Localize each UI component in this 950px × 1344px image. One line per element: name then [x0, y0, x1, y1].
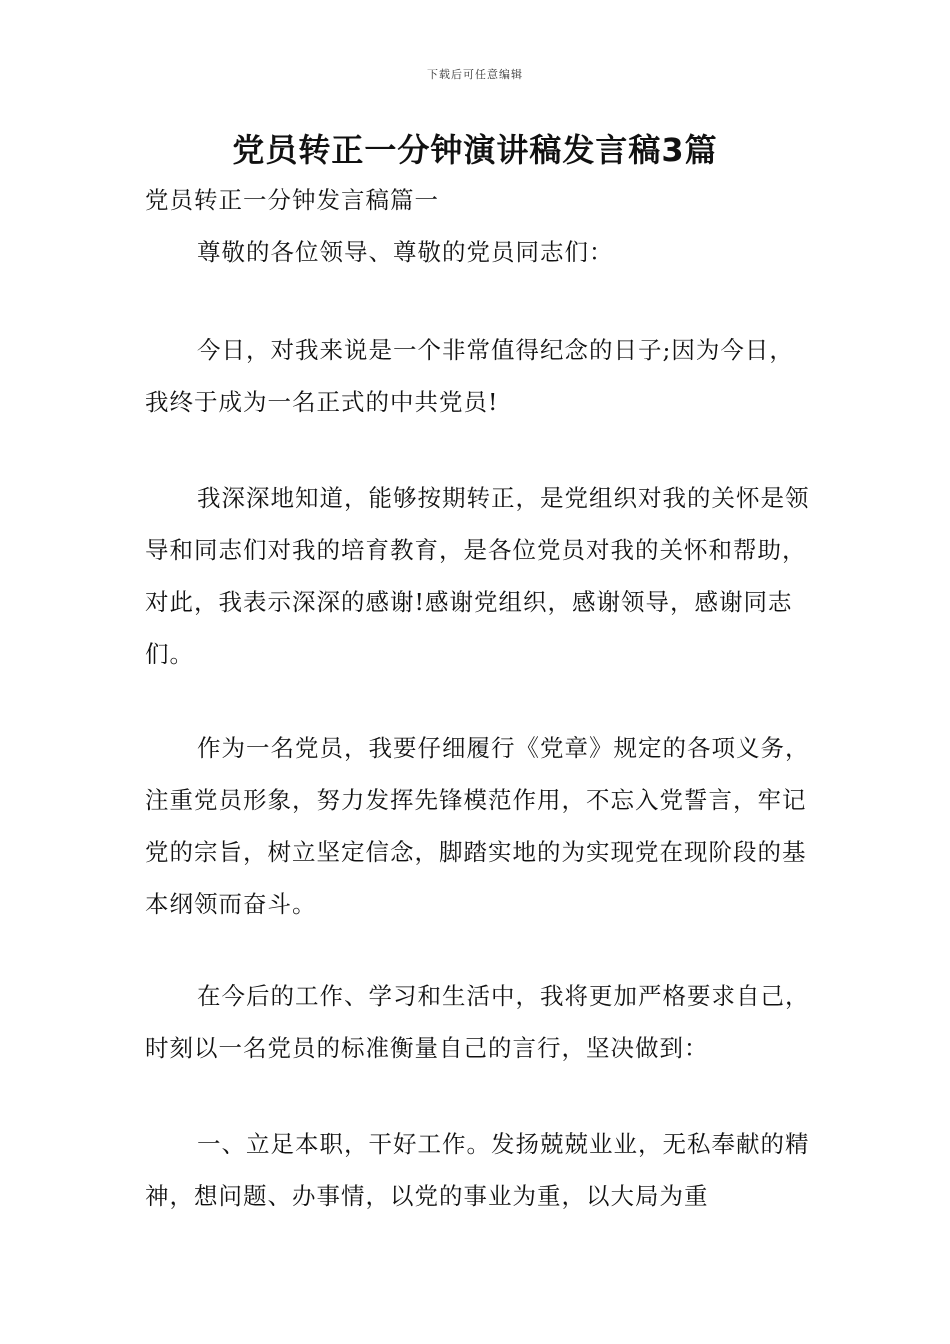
paragraph-3: 作为一名党员，我要仔细履行《党章》规定的各项义务，注重党员形象，努力发挥先锋模范作用，不忘入党誓言，牢记党的宗旨，树立坚定信念，脚踏实地的为实现党在现阶段的基本纲领而奋斗。: [145, 734, 810, 918]
header-note: 下载后可任意编辑: [427, 68, 523, 81]
paragraph-5: 一、立足本职，干好工作。发扬兢兢业业，无私奉献的精神，想问题、办事情，以党的事业为重，以大局为重: [145, 1130, 810, 1210]
document-title: 党员转正一分钟演讲稿发言稿3篇: [232, 131, 718, 169]
paragraph-2: 我深深地知道，能够按期转正，是党组织对我的关怀是领导和同志们对我的培育教育，是各位党员对我的关怀和帮助，对此，我表示深深的感谢!感谢党组织，感谢领导，感谢同志们。: [145, 484, 810, 668]
paragraph-salutation: 尊敬的各位领导、尊敬的党员同志们：: [197, 238, 614, 266]
paragraph-4: 在今后的工作、学习和生活中，我将更加严格要求自己，时刻以一名党员的标准衡量自己的言行，坚决做到：: [145, 982, 810, 1062]
section-heading: 党员转正一分钟发言稿篇一: [145, 186, 439, 214]
paragraph-1: 今日，对我来说是一个非常值得纪念的日子;因为今日，我终于成为一名正式的中共党员!: [145, 336, 794, 416]
